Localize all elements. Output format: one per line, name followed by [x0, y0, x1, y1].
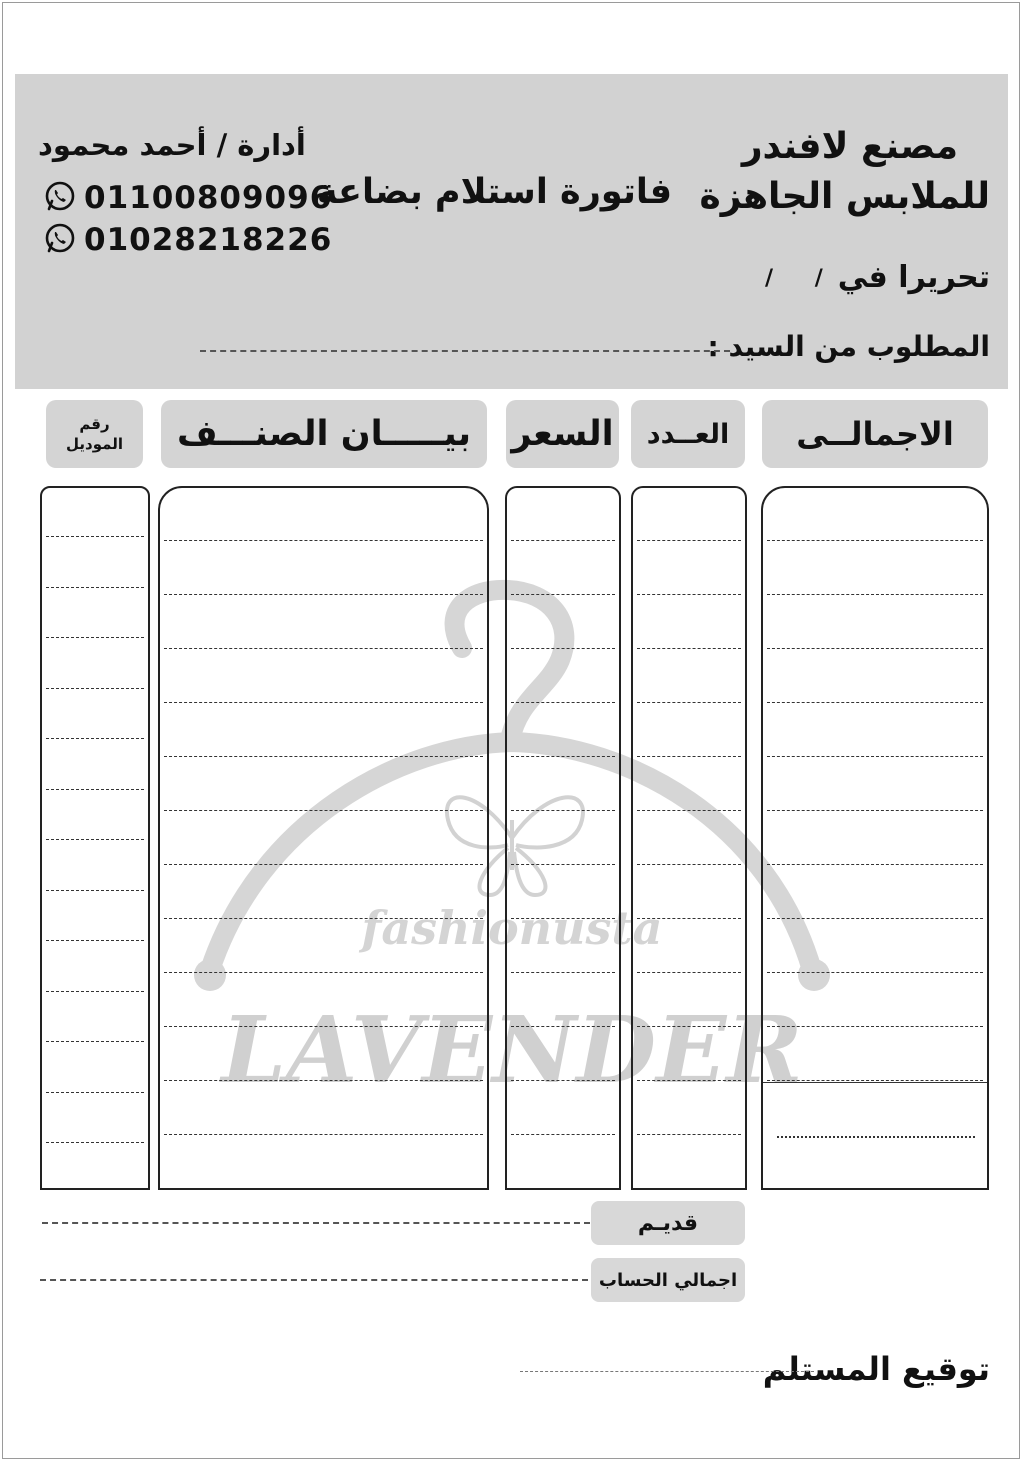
- row-rule-line: [164, 972, 483, 973]
- row-rule-line: [511, 1080, 615, 1081]
- row-rule-line: [46, 1142, 144, 1143]
- row-rule-line: [164, 864, 483, 865]
- row-rule-line: [767, 702, 983, 703]
- manager-name: أدارة / أحمد محمود: [38, 128, 306, 162]
- factory-subtitle: للملابس الجاهزة: [699, 176, 990, 217]
- row-rule-line: [46, 940, 144, 941]
- row-rule-line: [164, 1080, 483, 1081]
- row-rule-line: [767, 540, 983, 541]
- row-rule-line: [511, 540, 615, 541]
- column-header-model: رقم الموديل: [46, 400, 143, 468]
- row-rule-line: [511, 594, 615, 595]
- row-rule-line: [164, 702, 483, 703]
- row-rule-line: [46, 536, 144, 537]
- row-rule-line: [164, 810, 483, 811]
- signature-label: توقيع المستلم: [762, 1350, 990, 1388]
- column-header-quantity: العــدد: [631, 400, 745, 468]
- row-rule-line: [511, 702, 615, 703]
- requested-label: المطلوب من السيد :: [707, 330, 990, 363]
- row-rule-line: [46, 839, 144, 840]
- column-price: [505, 486, 621, 1190]
- date-slashes: / /: [765, 266, 823, 291]
- row-rule-line: [511, 756, 615, 757]
- column-description: [158, 486, 489, 1190]
- requested-name-line: [200, 350, 730, 352]
- row-rule-line: [637, 648, 741, 649]
- row-rule-line: [767, 972, 983, 973]
- row-rule-line: [164, 918, 483, 919]
- row-rule-line: [164, 756, 483, 757]
- watermark-brand: LAVENDER: [221, 996, 803, 1104]
- row-rule-line: [637, 918, 741, 919]
- row-rule-line: [637, 1080, 741, 1081]
- signature-line: [520, 1371, 814, 1372]
- watermark-script: fashionusta: [361, 901, 663, 955]
- row-rule-line: [767, 756, 983, 757]
- row-rule-line: [46, 637, 144, 638]
- row-rule-line: [46, 890, 144, 891]
- row-rule-line: [46, 789, 144, 790]
- column-model: [40, 486, 150, 1190]
- date-label: تحريرا في: [837, 260, 990, 295]
- previous-balance-line: [42, 1222, 590, 1224]
- row-rule-line: [511, 648, 615, 649]
- row-rule-line: [46, 991, 144, 992]
- grand-total-line: [777, 1136, 975, 1138]
- row-rule-line: [637, 594, 741, 595]
- row-rule-line: [46, 688, 144, 689]
- previous-balance-label: قديـم: [591, 1201, 745, 1245]
- row-rule-line: [164, 540, 483, 541]
- row-rule-line: [767, 1026, 983, 1027]
- row-rule-line: [511, 1134, 615, 1135]
- row-rule-line: [767, 648, 983, 649]
- row-rule-line: [164, 1134, 483, 1135]
- account-total-line: [40, 1279, 588, 1281]
- row-rule-line: [46, 738, 144, 739]
- column-quantity: [631, 486, 747, 1190]
- whatsapp-icon: [44, 180, 76, 216]
- row-rule-line: [637, 1026, 741, 1027]
- row-rule-line: [164, 594, 483, 595]
- document-title: فاتورة استلام بضاعة: [316, 172, 672, 212]
- row-rule-line: [164, 648, 483, 649]
- column-header-price: السعر: [506, 400, 619, 468]
- phone-row-1: [44, 180, 332, 216]
- row-rule-line: [511, 1026, 615, 1027]
- row-rule-line: [637, 540, 741, 541]
- account-total-label: اجمالي الحساب: [591, 1258, 745, 1302]
- row-rule-line: [767, 810, 983, 811]
- row-rule-line: [767, 918, 983, 919]
- row-rule-line: [637, 756, 741, 757]
- column-header-total: الاجمالــى: [762, 400, 988, 468]
- column-header-description: بيـــــان الصنـــف: [161, 400, 487, 468]
- row-rule-line: [767, 864, 983, 865]
- row-rule-line: [637, 702, 741, 703]
- column-total: [761, 486, 989, 1190]
- row-rule-line: [511, 810, 615, 811]
- row-rule-line: [637, 864, 741, 865]
- row-rule-line: [46, 1041, 144, 1042]
- grand-total-separator: [763, 1082, 987, 1083]
- row-rule-line: [511, 918, 615, 919]
- row-rule-line: [511, 972, 615, 973]
- factory-name: مصنع لافندر: [741, 126, 958, 167]
- phone-row-2: [44, 222, 332, 258]
- row-rule-line: [637, 972, 741, 973]
- phone-number-2: 01028218226: [84, 222, 333, 258]
- row-rule-line: [511, 864, 615, 865]
- row-rule-line: [767, 594, 983, 595]
- phone-number-1: 01100809096: [84, 180, 333, 216]
- row-rule-line: [767, 1080, 983, 1081]
- row-rule-line: [164, 1026, 483, 1027]
- row-rule-line: [46, 1092, 144, 1093]
- whatsapp-icon: [44, 222, 76, 258]
- row-rule-line: [637, 810, 741, 811]
- row-rule-line: [46, 587, 144, 588]
- row-rule-line: [637, 1134, 741, 1135]
